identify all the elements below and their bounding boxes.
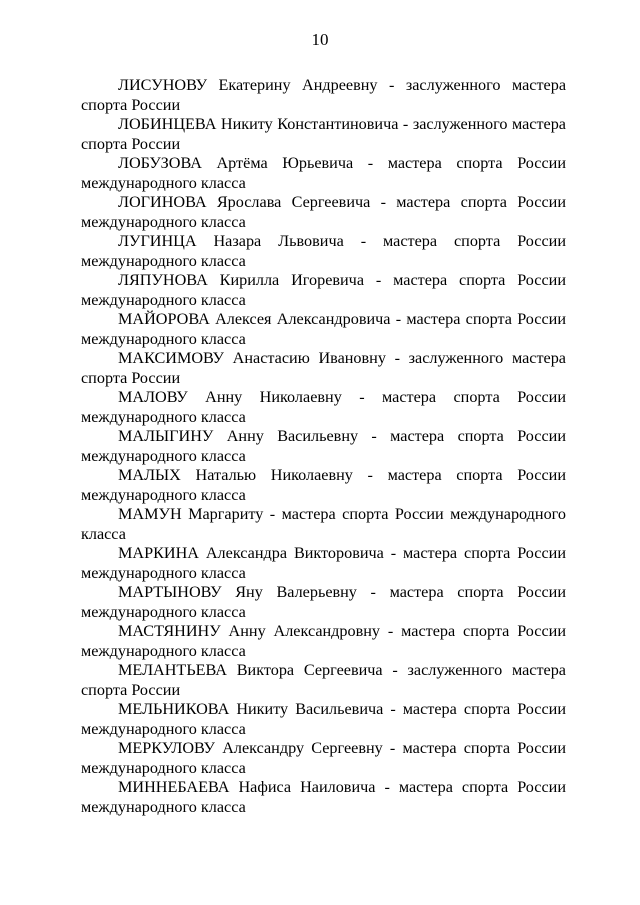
list-item: МИННЕБАЕВА Нафиса Наиловича - мастера спорта России международного класса: [81, 778, 566, 816]
list-item: МАЙОРОВА Алексея Александровича - мастера спорта России международного класса: [81, 310, 566, 348]
list-item: ЛИСУНОВУ Екатерину Андреевну - заслуженного мастера спорта России: [81, 76, 566, 114]
list-item: МАРКИНА Александра Викторовича - мастера спорта России международного класса: [81, 544, 566, 582]
page-number: 10: [311, 30, 329, 49]
list-item: МЕРКУЛОВУ Александру Сергеевну - мастера спорта России международного класса: [81, 739, 566, 777]
list-item: ЛОБИНЦЕВА Никиту Константиновича - заслуженного мастера спорта России: [81, 115, 566, 153]
list-item: МАЛОВУ Анну Николаевну - мастера спорта России международного класса: [81, 388, 566, 426]
list-item: МАКСИМОВУ Анастасию Ивановну - заслуженного мастера спорта России: [81, 349, 566, 387]
list-item: МАМУН Маргариту - мастера спорта России международного класса: [81, 505, 566, 543]
list-item: МАЛЫХ Наталью Николаевну - мастера спорта России международного класса: [81, 466, 566, 504]
awardee-list: [81, 76, 566, 817]
list-item: МАЛЫГИНУ Анну Васильевну - мастера спорта России международного класса: [81, 427, 566, 465]
list-item: ЛЯПУНОВА Кирилла Игоревича - мастера спорта России международного класса: [81, 271, 566, 309]
list-item: МАСТЯНИНУ Анну Александровну - мастера спорта России международного класса: [81, 622, 566, 660]
list-item: МАРТЫНОВУ Яну Валерьевну - мастера спорта России международного класса: [81, 583, 566, 621]
list-item: ЛОГИНОВА Ярослава Сергеевича - мастера спорта России международного класса: [81, 193, 566, 231]
list-item: МЕЛАНТЬЕВА Виктора Сергеевича - заслуженного мастера спорта России: [81, 661, 566, 699]
list-item: ЛУГИНЦА Назара Львовича - мастера спорта России международного класса: [81, 232, 566, 270]
list-item: ЛОБУЗОВА Артёма Юрьевича - мастера спорта России международного класса: [81, 154, 566, 192]
list-item: МЕЛЬНИКОВА Никиту Васильевича - мастера спорта России международного класса: [81, 700, 566, 738]
